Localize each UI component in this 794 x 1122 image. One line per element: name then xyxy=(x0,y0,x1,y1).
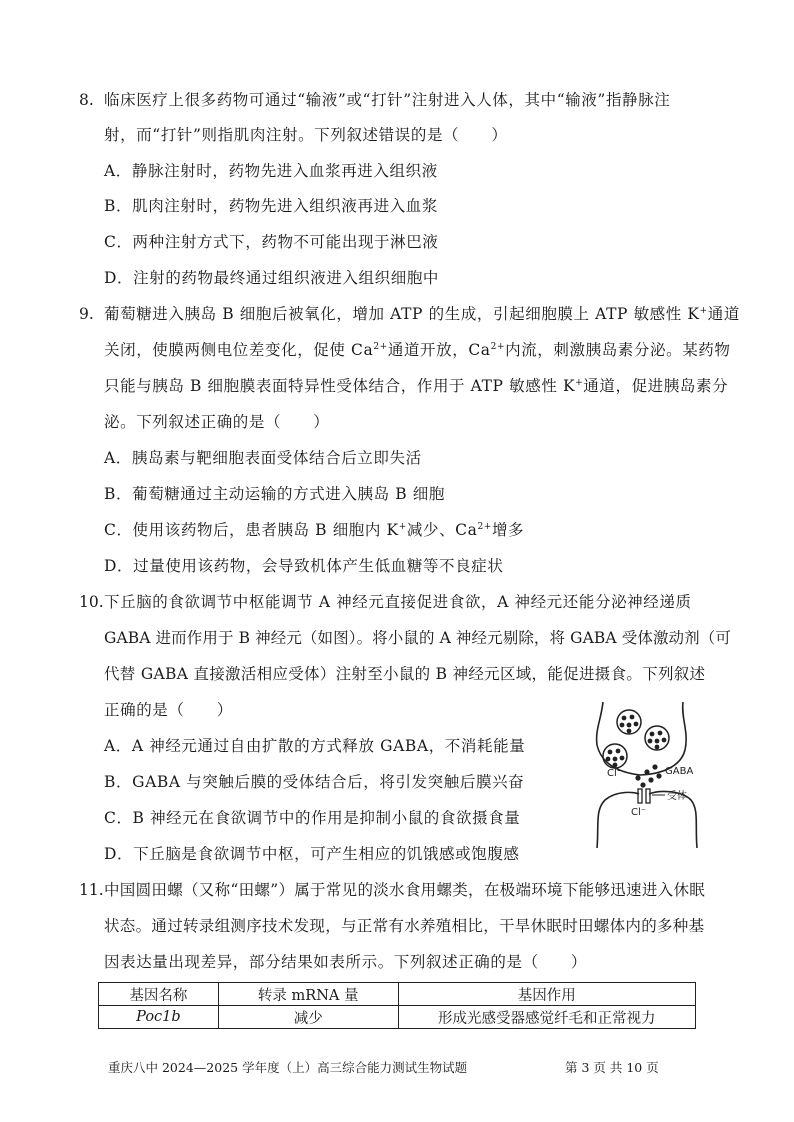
synapse-figure xyxy=(585,700,710,850)
question-8-option-b: B．肌肉注射时，药物先进入组织液再进入血浆 xyxy=(104,197,438,215)
table-header-cell: 基因名称 xyxy=(99,983,219,1006)
question-9-option-c: C．使用该药物后，患者胰岛 B 细胞内 K+减少、$Ca^{2+}$增多 xyxy=(104,521,525,539)
question-11-stem-line1: 中国圆田螺（又称“田螺”）属于常见的淡水食用螺类，在极端环境下能够迅速进入休眠 xyxy=(104,881,706,899)
footer-page-number: 第 3 页 共 10 页 xyxy=(565,1060,659,1075)
gaba-label: GABA xyxy=(665,766,694,777)
question-10-stem-line4: 正确的是（ ） xyxy=(104,701,233,719)
question-9-stem-line1: 葡萄糖进入胰岛 B 细胞后被氧化，增加 ATP 的生成，引起细胞膜上 ATP 敏感性 K+通道 xyxy=(104,305,740,323)
question-9-number: 9. xyxy=(79,305,94,323)
question-8-number: 8. xyxy=(79,91,94,109)
question-11-stem-line3: 因表达量出现差异，部分结果如表所示。下列叙述正确的是（ ） xyxy=(104,953,588,971)
vesicle xyxy=(645,726,669,750)
gaba-receptor-channel xyxy=(638,789,650,803)
question-10-option-b: B．GABA 与突触后膜的受体结合后，将引发突触后膜兴奋 xyxy=(104,773,525,791)
question-10-stem-line1: 下丘脑的食欲调节中枢能调节 A 神经元直接促进食欲，A 神经元还能分泌神经递质 xyxy=(104,593,692,611)
presynaptic-membrane xyxy=(597,702,687,775)
vesicle xyxy=(617,710,641,734)
question-9-option-a: A．胰岛素与靶细胞表面受体结合后立即失活 xyxy=(104,449,422,467)
table-cell-mrna-amount: 减少 xyxy=(218,1006,398,1029)
question-8-stem-line1: 临床医疗上很多药物可通过“输液”或“打针”注射进入人体，其中“输液”指静脉注 xyxy=(104,91,671,109)
question-10-option-c: C．B 神经元在食欲调节中的作用是抑制小鼠的食欲摄食量 xyxy=(104,809,521,827)
question-9-stem-line4: 泌。下列叙述正确的是（ ） xyxy=(104,413,330,431)
receptor-label: 受体 xyxy=(667,791,687,802)
question-9-option-b: B．葡萄糖通过主动运输的方式进入胰岛 B 细胞 xyxy=(104,485,445,503)
question-10-option-a: A．A 神经元通过自由扩散的方式释放 GABA，不消耗能量 xyxy=(104,737,526,755)
table-cell-gene-name: Poc1b xyxy=(99,1006,219,1029)
question-8-option-a: A．静脉注射时，药物先进入血浆再进入组织液 xyxy=(104,162,438,180)
question-9-stem-line3: 只能与胰岛 B 细胞膜表面特异性受体结合，作用于 ATP 敏感性 K+通道，促进胰岛素分 xyxy=(104,377,729,395)
question-9-stem-line2: 关闭，使膜两侧电位差变化，促使 $Ca^{2+}$通道开放，$Ca^{2+}$内流，刺激胰岛素分泌。某药物 xyxy=(104,341,731,359)
footer-exam-title: 重庆八中 2024—2025 学年度（上）高三综合能力测试生物试题 xyxy=(108,1060,468,1075)
vesicle xyxy=(603,744,627,768)
gaba-molecules xyxy=(635,764,661,787)
question-8-option-c: C．两种注射方式下，药物不可能出现于淋巴液 xyxy=(104,233,439,251)
gene-expression-table xyxy=(98,982,696,1029)
question-10-number: 10. xyxy=(79,593,104,611)
question-11-stem-line2: 状态。通过转录组测序技术发现，与正常有水养殖相比，干旱休眠时田螺体内的多种基 xyxy=(104,917,705,935)
table-cell-gene-function: 形成光感受器感觉纤毛和正常视力 xyxy=(398,1006,695,1029)
table-header-cell: 基因作用 xyxy=(398,983,695,1006)
table-row xyxy=(99,1006,696,1029)
question-8-option-d: D．注射的药物最终通过组织液进入组织细胞中 xyxy=(104,269,440,287)
cl-ion-label-top: Cl⁻ xyxy=(607,768,623,779)
question-9-option-d: D．过量使用该药物，会导致机体产生低血糖等不良症状 xyxy=(104,557,504,575)
question-10-stem-line2: GABA 进而作用于 B 神经元（如图）。将小鼠的 A 神经元剔除，将 GABA 受体激动剂（可 xyxy=(104,629,731,647)
cl-ion-label-bottom: Cl⁻ xyxy=(631,807,647,818)
question-10-option-d: D．下丘脑是食欲调节中枢，可产生相应的饥饿感或饱腹感 xyxy=(104,845,520,863)
question-11-number: 11. xyxy=(79,881,104,899)
table-header-cell: 转录 mRNA 量 xyxy=(218,983,398,1006)
question-8-stem-line2: 射，而“打针”则指肌肉注射。下列叙述错误的是（ ） xyxy=(104,126,508,144)
question-10-stem-line3: 代替 GABA 直接激活相应受体）注射至小鼠的 B 神经元区域，能促进摄食。下列叙述 xyxy=(104,665,706,683)
table-header-row xyxy=(99,983,696,1006)
